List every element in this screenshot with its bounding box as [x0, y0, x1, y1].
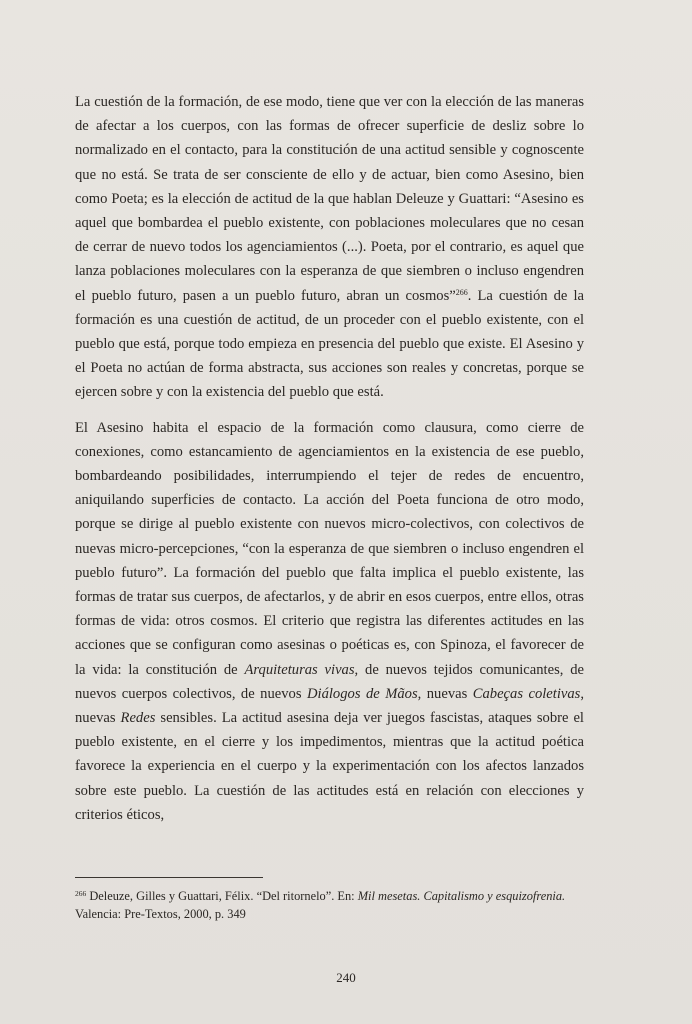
paragraph-1-part-2: . La cuestión de la formación es una cuestión de actitud, de un proceder con el pueblo existente, con el pueblo que está, porque todo empieza en presencia del pueblo que existe. El Asesino y el Poeta no actúan de forma abstracta, sus acciones son reales y concretas, porque se ejercen sobre y con la existencia del pueblo que está.	[75, 287, 584, 401]
footnote-number: 266	[75, 889, 87, 898]
italic-dialogos-de-maos: Diálogos de Mãos	[306, 685, 418, 702]
footnote-publisher: Valencia: Pre-Textos, 2000, p. 349	[75, 907, 246, 921]
italic-arquiteturas-vivas: Arquiteturas vivas	[244, 661, 355, 678]
paragraph-2	[75, 416, 584, 827]
italic-redes: Redes	[120, 710, 156, 727]
italic-cabecas-coletivas: Cabeças coletivas	[472, 685, 581, 702]
paragraph-2-text-1: El Asesino habita el espacio de la formación como clausura, como cierre de conexiones, como estancamiento de agenciamientos en la existencia de ese pueblo, bombardeando posibilidades, interrumpiendo el tejer de redes de encuentro, aniquilando superficies de contacto. La acción del Poeta funciona de otro modo, porque se dirige al pueblo existente con nuevos micro-colectivos, con colectivos de nuevas micro-percepciones, “con la esperanza de que siembren o incluso engendren el pueblo futuro”. La formación del pueblo que falta implica el pueblo existente, las formas de tratar sus cuerpos, de afectarlos, y de abrir en esos cuerpos, entre ellos, otras formas de vida: otros cosmos. El criterio que registra las diferentes actitudes en las acciones que se configuran como asesinas o poéticas es, con Spinoza, el favorecer de la vida: la constitución de	[75, 419, 584, 678]
footnote-book-title: Mil mesetas. Capitalismo y esquizofrenia.	[357, 889, 566, 903]
paragraph-1	[75, 90, 584, 405]
footnote-divider	[75, 877, 263, 878]
paragraph-2-text-2: , de nuevos tejidos comunicantes, de nuevos cuerpos colectivos, de nuevos	[75, 661, 585, 702]
footnote-reference: 266	[455, 287, 468, 297]
footnote	[75, 887, 584, 923]
paragraph-1-part-1: La cuestión de la formación, de ese modo, tiene que ver con la elección de las maneras de afectar a los cuerpos, con las formas de ofrecer superficie de desliz sobre lo normalizado en el contacto, para la constitución de una actitud sensible y cognoscente que no está. Se trata de ser consciente de ello y de actuar, bien como Asesino, bien como Poeta; es la elección de actitud de la que hablan Deleuze y Guattari: “Asesino es aquel que bombardea el pueblo existente, con poblaciones moleculares que no cesan de cerrar de nuevo todos los agenciamientos (...). Poeta, por el contrario, es aquel que lanza poblaciones moleculares con la esperanza de que siembren o incluso engendren el pueblo futuro, pasen a un pueblo futuro, abran un cosmos”	[75, 94, 584, 304]
paragraph-2-text-3: , nuevas	[417, 685, 473, 702]
footnote-text: Deleuze, Gilles y Guattari, Félix. “Del ritornelo”. En:	[86, 889, 358, 903]
paragraph-2-text-4: , nuevas	[75, 685, 584, 727]
paragraph-2-text-5: sensibles. La actitud asesina deja ver juegos fascistas, ataques sobre el pueblo existente, en el cierre y los impedimentos, mientras que la actitud poética favorece la experiencia en el cuerpo y la experimentación con los afectos lanzados sobre este pueblo. La cuestión de las actitudes está en relación con elecciones y criterios éticos,	[75, 710, 584, 823]
main-text	[75, 90, 584, 827]
page-number: 240	[336, 970, 356, 985]
